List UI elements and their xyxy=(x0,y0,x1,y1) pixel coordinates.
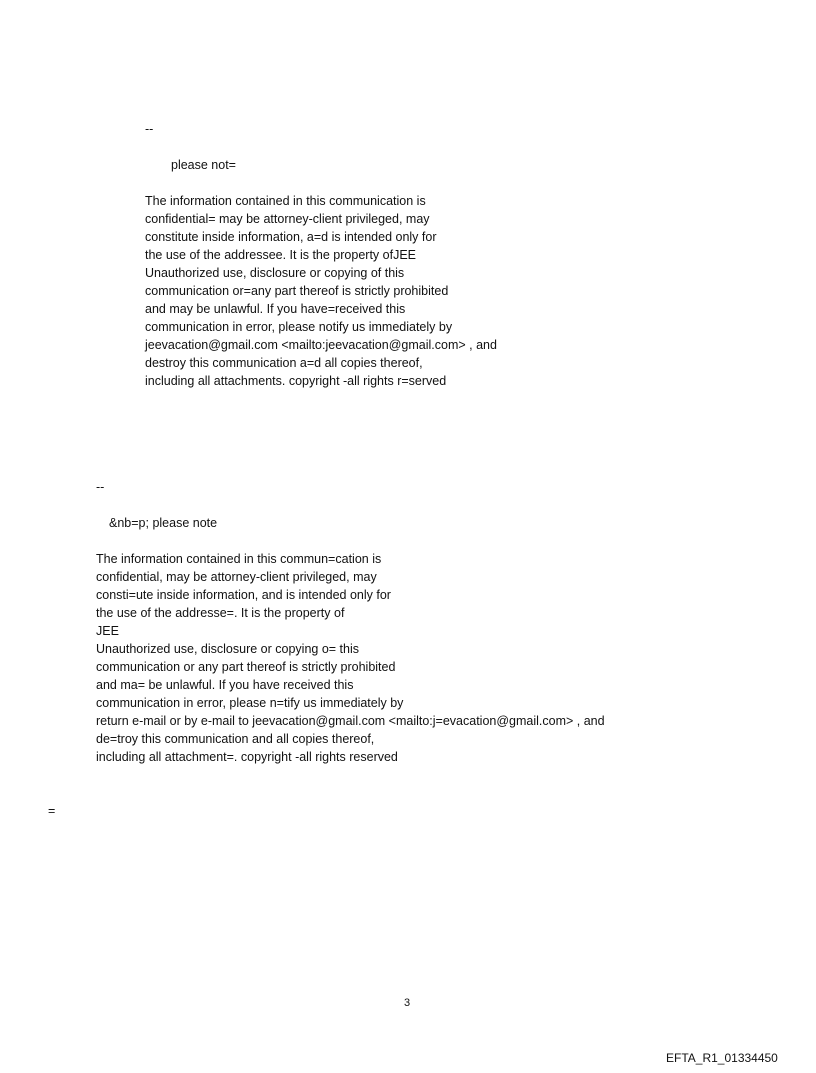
second-disclaimer-line: JEE xyxy=(96,624,119,638)
second-disclaimer-line: Unauthorized use, disclosure or copying o= this xyxy=(96,642,359,656)
first-disclaimer-line: communication or=any part thereof is strictly prohibited xyxy=(145,284,449,298)
second-disclaimer-line: the use of the addresse=. It is the property of xyxy=(96,606,345,620)
second-disclaimer xyxy=(96,550,605,766)
first-disclaimer-line: and may be unlawful. If you have=received this xyxy=(145,302,406,316)
second-disclaimer-line: de=troy this communication and all copies thereof, xyxy=(96,732,375,746)
document-id: EFTA_R1_01334450 xyxy=(666,1051,778,1065)
first-disclaimer-line: communication in error, please notify us immediately by xyxy=(145,320,453,334)
first-disclaimer-line: confidential= may be attorney-client privileged, may xyxy=(145,212,430,226)
second-separator: -- xyxy=(96,480,105,494)
second-disclaimer-line: confidential, may be attorney-client privileged, may xyxy=(96,570,377,584)
first-disclaimer-line: destroy this communication a=d all copies thereof, xyxy=(145,356,423,370)
second-disclaimer-line: and ma= be unlawful. If you have received this xyxy=(96,678,354,692)
first-disclaimer-line: The information contained in this communication is xyxy=(145,194,426,208)
second-disclaimer-line: including all attachment=. copyright -all rights reserved xyxy=(96,750,398,764)
second-greeting: &nb=p; please note xyxy=(109,516,218,530)
first-disclaimer-line: the use of the addressee. It is the property ofJEE xyxy=(145,248,416,262)
second-disclaimer-line: consti=ute inside information, and is intended only for xyxy=(96,588,391,602)
first-disclaimer-line: jeevacation@gmail.com <mailto:jeevacation@gmail.com> , and xyxy=(145,338,497,352)
page-number: 3 xyxy=(404,997,411,1009)
first-greeting: please not= xyxy=(171,158,236,172)
first-disclaimer-line: constitute inside information, a=d is intended only for xyxy=(145,230,437,244)
second-disclaimer-line: return e-mail or by e-mail to jeevacation@gmail.com <mailto:j=evacation@gmail.com> , and xyxy=(96,714,605,728)
second-disclaimer-line: communication in error, please n=tify us immediately by xyxy=(96,696,404,710)
second-disclaimer-line: The information contained in this commun=cation is xyxy=(96,552,382,566)
first-separator: -- xyxy=(145,122,154,136)
first-disclaimer-line: Unauthorized use, disclosure or copying of this xyxy=(145,266,405,280)
second-disclaimer-line: communication or any part thereof is strictly prohibited xyxy=(96,660,396,674)
first-disclaimer xyxy=(145,192,497,390)
first-disclaimer-line: including all attachments. copyright -all rights r=served xyxy=(145,374,447,388)
trailing-equals-mark: = xyxy=(48,804,56,818)
